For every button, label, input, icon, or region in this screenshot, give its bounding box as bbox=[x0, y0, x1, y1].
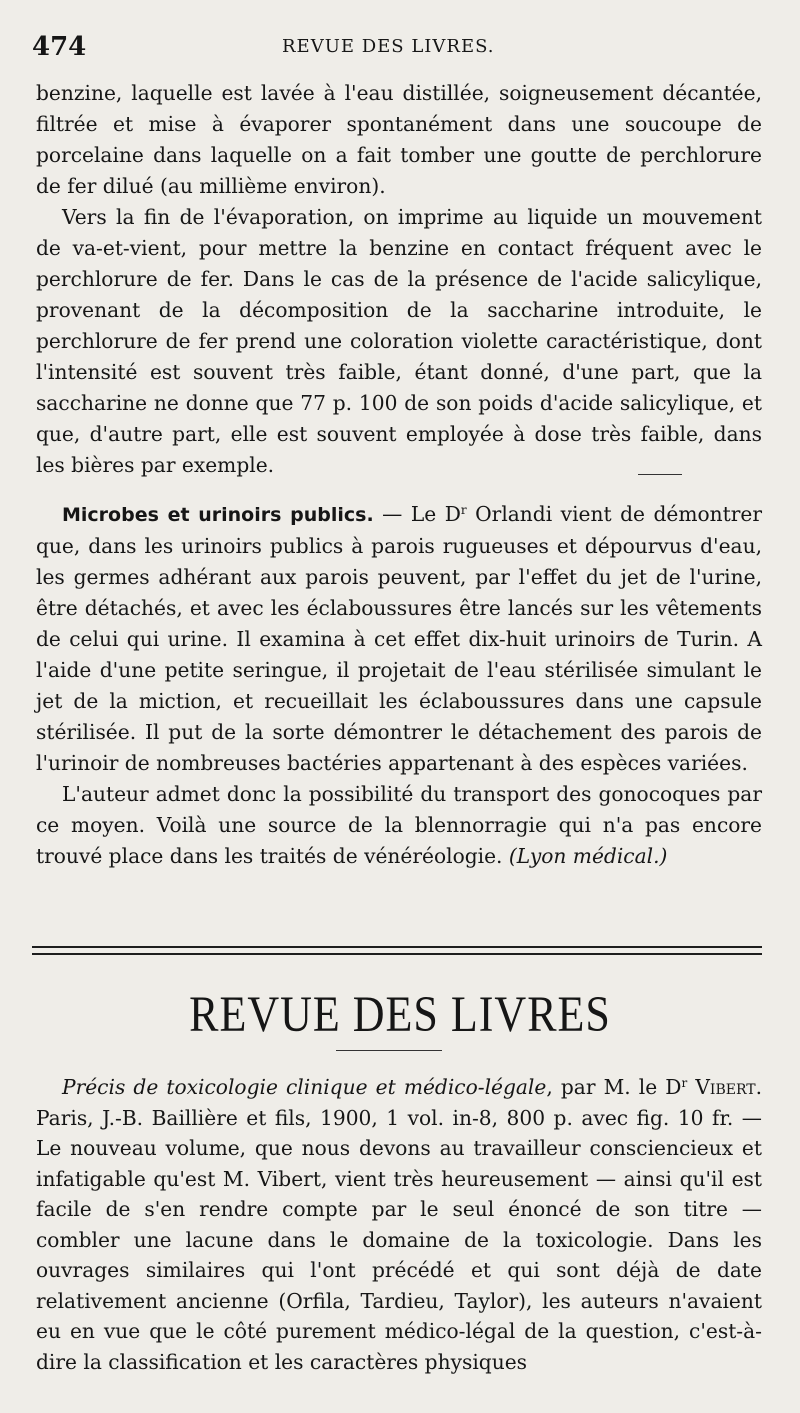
review-dr-superscript: r bbox=[681, 1076, 688, 1090]
section-heading: REVUE DES LIVRES bbox=[189, 986, 611, 1043]
heading-underline bbox=[336, 1050, 442, 1051]
section-rule-top bbox=[32, 946, 762, 948]
paragraph-gonocoques-text: L'auteur admet donc la possibilité du transport des gonocoques par ce moyen. Voilà une source de la blennorragie qui n'a pas encore trouvé place dans les traités de vénéréologie. bbox=[36, 782, 762, 868]
section-rule-bottom bbox=[32, 953, 762, 955]
review-body: . Paris, J.-B. Baillière et fils, 1900, 1 vol. in-8, 800 p. avec fig. 10 fr. — Le nouveau volume, que nous devons au travailleur consciencieux et infatigable qu'est M. Vibert, vient très heureusement — ainsi qu'il est facile de s'en rendre compte par le seul énoncé de son titre — combler une lacune dans le domaine de la toxicologie. Dans les ouvrages similaires qui l'ont précédé et qui sont déjà de date relativement ancienne (Orfila, Tardieu, Taylor), les auteurs n'avaient eu en vue que le côté purement médico-légal de la question, c'est-à-dire la classification et les caractères physiques bbox=[36, 1075, 763, 1374]
review-by: , par M. le D bbox=[546, 1075, 682, 1099]
paragraph-microbes-text: Orlandi vient de démontrer que, dans les urinoirs publics à parois rugueuses et dépourvus d'eau, les germes adhérant aux parois peuvent, par l'effet du jet de l'urine, être détachés, et avec les éclaboussures être lancés sur les vêtements de celui qui urine. Il examina à cet effet dix-huit urinoirs de Turin. A l'aide d'une petite seringue, il projetait de l'eau stérilisée simulant le jet de la miction, et recueillait les éclaboussures dans une capsule stérilisée. Il put de la sorte démontrer le détachement des parois de l'urinoir de nombreuses bactéries appartenant à des espèces variées. bbox=[36, 502, 762, 775]
article-dash: — Le D bbox=[373, 502, 461, 526]
page-number: 474 bbox=[32, 32, 87, 62]
running-head bbox=[0, 30, 800, 70]
review-author: Vibert bbox=[687, 1075, 756, 1099]
review-text bbox=[36, 1068, 762, 1377]
paragraph-gonocoques bbox=[36, 779, 762, 872]
paragraph-gap bbox=[36, 481, 762, 495]
article-title-microbes: Microbes et urinoirs publics. bbox=[62, 504, 374, 526]
source-citation: (Lyon médical.) bbox=[508, 844, 668, 868]
paragraph-evaporation: Vers la fin de l'évaporation, on imprime au liquide un mouvement de va-et-vient, pour mettre la benzine en contact fréquent avec le perchlorure de fer. Dans le cas de la présence de l'acide salicylique, provenant de la décomposition de la saccharine introduite, le perchlorure de fer prend une coloration violette caractéristique, dont l'intensité est souvent très faible, étant donné, d'une part, que la saccharine ne donne que 77 p. 100 de son poids d'acide salicylique, et que, d'autre part, elle est souvent employée à dose très faible, dans les bières par exemple. bbox=[36, 205, 762, 477]
review-paragraph bbox=[36, 1068, 762, 1377]
running-title: REVUE DES LIVRES. bbox=[282, 36, 495, 57]
separator-rule bbox=[638, 474, 682, 475]
book-title: Précis de toxicologie clinique et médico-légale bbox=[62, 1075, 547, 1099]
dr-superscript: r bbox=[460, 503, 467, 517]
main-text bbox=[36, 78, 762, 872]
paragraph-benzine: benzine, laquelle est lavée à l'eau distillée, soigneusement décantée, filtrée et mise à évaporer spontanément dans une soucoupe de porcelaine dans laquelle on a fait tomber une goutte de perchlorure de fer dilué (au millième environ). bbox=[36, 81, 762, 198]
paragraph-microbes bbox=[36, 495, 762, 779]
